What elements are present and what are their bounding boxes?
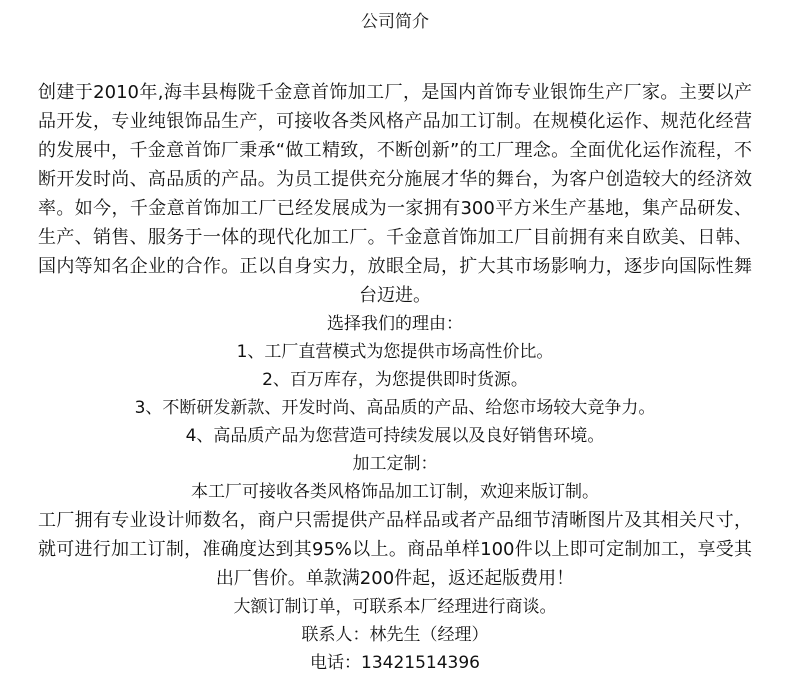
reason-item: 3、不断研发新款、开发时尚、高品质的产品、给您市场较大竞争力。: [134, 398, 656, 418]
reasons-heading: 选择我们的理由：: [327, 314, 463, 334]
company-intro-paragraph: 创建于2010年,海丰县梅陇千金意首饰加工厂，是国内首饰专业银饰生产厂家。主要以产品开发，专业纯银饰品生产，可接收各类风格产品加工订制。在规模化运作、规范化经营的发展中，千金意首饰厂秉承“做工精致，不断创新”的工厂理念。全面优化运作流程，不断开发时尚、高品质的产品。为员工提供充分施展才华的舞台，为客户创造较大的经济效率。如今，千金意首饰加工厂已经发展成为一家拥有300平方米生产基地，集产品研发、生产、销售、服务于一体的现代化加工厂。千金意首饰加工厂目前拥有来自欧美、日韩、国内等知名企业的合作。正以自身实力，放眼全局，扩大其市场影响力，逐步向国际性舞台迈进。: [38, 82, 752, 306]
reason-item: 1、工厂直营模式为您提供市场高性价比。: [236, 342, 554, 362]
reason-item: 2、百万库存，为您提供即时货源。: [262, 370, 528, 390]
custom-heading: 加工定制：: [352, 454, 438, 474]
custom-line: 本工厂可接收各类风格饰品加工订制，欢迎来版订制。: [191, 482, 599, 502]
bulk-order-line: 大额订制订单，可联系本厂经理进行商谈。: [233, 597, 557, 617]
custom-detail-paragraph: 工厂拥有专业设计师数名，商户只需提供产品样品或者产品细节清晰图片及其相关尺寸，就可进行加工订制，准确度达到其95%以上。商品单样100件以上即可定制加工，享受其出厂售价。单款满200件起，返还起版费用！: [38, 510, 752, 589]
reason-item: 4、高品质产品为您营造可持续发展以及良好销售环境。: [185, 426, 605, 446]
phone-number: 电话：13421514396: [310, 653, 480, 673]
reasons-list: [38, 338, 752, 450]
page-title: 公司简介: [361, 12, 429, 32]
contact-person: 联系人：林先生（经理）: [301, 625, 489, 645]
